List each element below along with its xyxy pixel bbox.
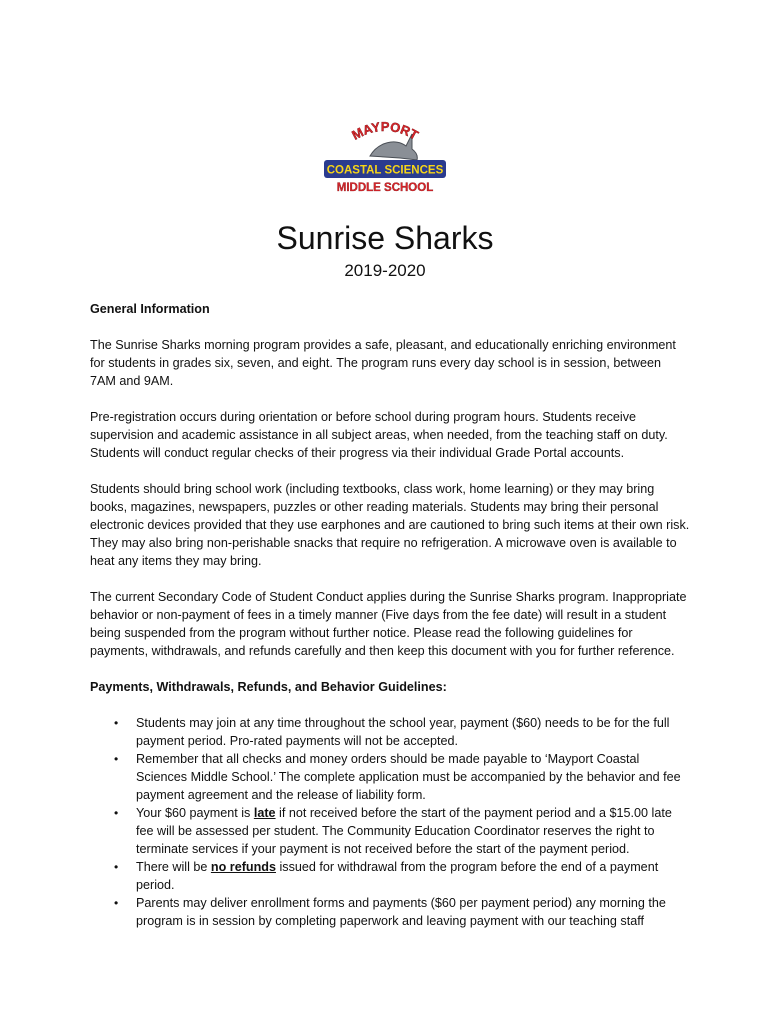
list-item-text: Students may join at any time throughout the school year, payment ($60) needs to be for the full payment period. Pro-rated payments will not be accepted. bbox=[136, 716, 670, 748]
list-item-text bbox=[136, 860, 658, 892]
logo-middle-text: COASTAL SCIENCES bbox=[326, 164, 444, 177]
school-year: 2019-2020 bbox=[344, 261, 426, 280]
list-item bbox=[90, 804, 690, 858]
bullet-icon: • bbox=[114, 860, 119, 874]
guidelines-list bbox=[90, 714, 690, 930]
document-body bbox=[90, 300, 690, 930]
bullet-icon: • bbox=[114, 896, 119, 910]
emphasis-late: late bbox=[253, 806, 276, 820]
list-item-text bbox=[136, 806, 672, 856]
emphasis-no-refunds: no refunds bbox=[210, 860, 276, 874]
list-item-text: Parents may deliver enrollment forms and payments ($60 per payment period) any morning the program is in session by completing paperwork and leaving payment with our teaching staff bbox=[136, 896, 666, 928]
list-item-text: Remember that all checks and money orders should be made payable to ‘Mayport Coastal Sciences Middle School.’ The complete application must be accompanied by the behavior and fee payment agreement and the release of liability form. bbox=[136, 752, 681, 802]
list-item-text-start: Your $60 payment is bbox=[136, 806, 254, 820]
paragraph-registration: Pre-registration occurs during orientation or before school during program hours. Students receive supervision and academic assistance in all subject areas, when needed, from the teaching staff on duty. Students will conduct regular checks of their progress via their individual Grade Portal accounts. bbox=[90, 410, 668, 460]
logo-top-text: MAYPORT bbox=[349, 118, 421, 143]
list-item-text-end: issued for withdrawal from the program before the end of a payment period. bbox=[136, 860, 659, 892]
list-item bbox=[90, 714, 690, 750]
bullet-icon: • bbox=[114, 716, 119, 730]
paragraph-conduct: The current Secondary Code of Student Conduct applies during the Sunrise Sharks program. Inappropriate behavior or non-payment of fees in a timely manner (Five days from the fee date) will result in a student being suspended from the program without further notice. Please read the following guidelines for payments, withdrawals, and refunds carefully and then keep this document with you for further reference. bbox=[90, 590, 687, 658]
paragraph-intro: The Sunrise Sharks morning program provides a safe, pleasant, and educationally enriching environment for students in grades six, seven, and eight. The program runs every day school is in session, between 7AM and 9AM. bbox=[90, 338, 676, 388]
list-item bbox=[90, 750, 690, 804]
list-item-text-start: There will be bbox=[136, 860, 211, 874]
list-item bbox=[90, 894, 690, 930]
page-title: Sunrise Sharks bbox=[276, 220, 494, 256]
list-item-text-end: if not received before the start of the payment period and a $15.00 late fee will be assessed per student. The Community Education Coordinator reserves the right to terminate services if your payment is not received before the start of the payment period. bbox=[136, 806, 672, 856]
list-item bbox=[90, 858, 690, 894]
bullet-icon: • bbox=[114, 806, 119, 820]
bullet-icon: • bbox=[114, 752, 119, 766]
school-logo bbox=[320, 116, 450, 196]
general-info-heading: General Information bbox=[90, 302, 210, 316]
logo-bottom-text: MIDDLE SCHOOL bbox=[336, 182, 434, 194]
guidelines-heading: Payments, Withdrawals, Refunds, and Behavior Guidelines: bbox=[90, 680, 447, 694]
paragraph-materials: Students should bring school work (including textbooks, class work, home learning) or they may bring books, magazines, newspapers, puzzles or other reading materials. Students may bring their personal electronic devices provided that they use earphones and are cautioned to bring such items at their own risk. They may also bring non-perishable snacks that require no refrigeration. A microwave oven is available to heat any items they may bring. bbox=[90, 482, 690, 568]
